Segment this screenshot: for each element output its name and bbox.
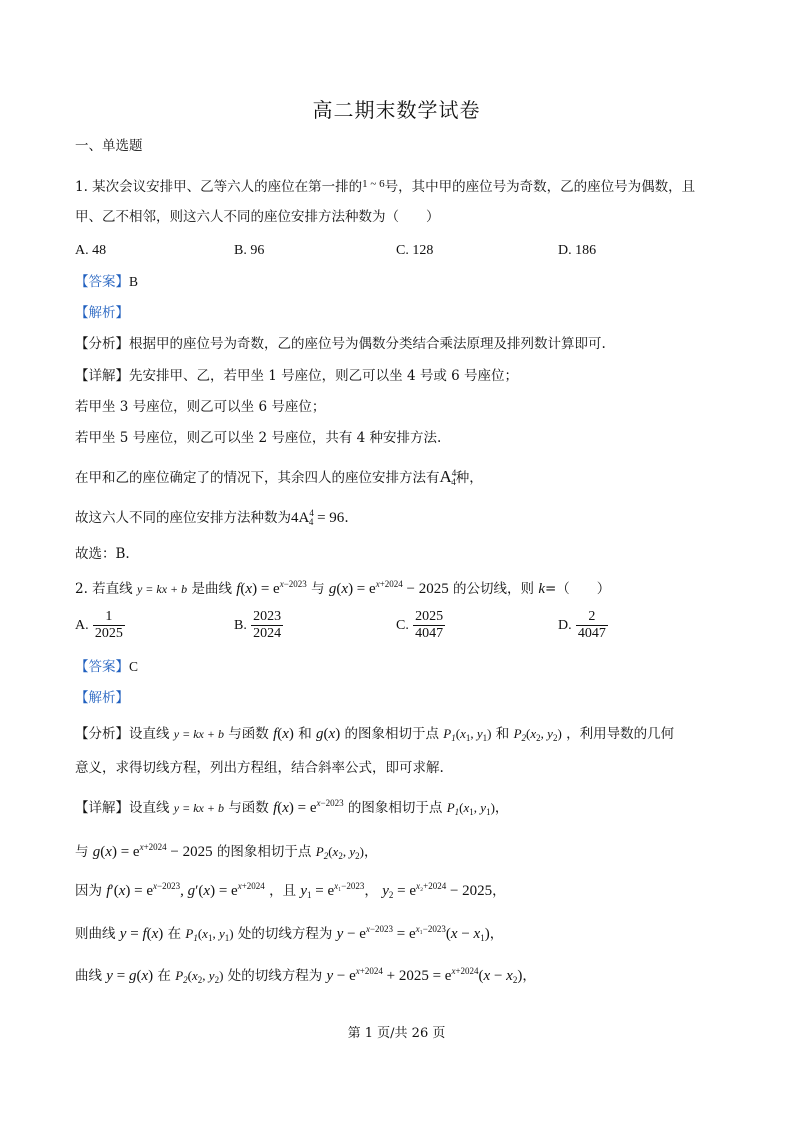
- q1-fenxi: 【分析】根据甲的座位号为奇数，乙的座位号为偶数分类结合乘法原理及排列数计算即可.: [75, 336, 606, 352]
- q2-option-c: C. $\frac{2025}{4047}$: [396, 609, 444, 641]
- q2-detail-line2: 与 $g(x) = e^{x+2024} - 2025$ 的图象相切于点 $P_2(x_2$, $y_2$)，: [75, 842, 378, 861]
- permutation-a44: $A^4_4$: [439, 467, 457, 487]
- q1-option-d: D. 186: [558, 243, 597, 258]
- q1-detail-line1: 【详解】先安排甲、乙，若甲坐 1 号座位，则乙可以坐 4 号或 6 号座位；: [75, 368, 519, 384]
- page-title: 高二期末数学试卷: [312, 98, 481, 122]
- q2-answer: 【答案】C: [75, 659, 139, 675]
- q1-detail-line4: 在甲和乙的座位确定了的情况下，其余四人的座位安排方法有$A^4_4$种，: [75, 467, 483, 487]
- q1-option-c: C. 128: [396, 243, 434, 258]
- q2-option-b: B. $\frac{2023}{2024}$: [234, 609, 282, 641]
- q2-option-b-fraction: $\frac{2023}{2024}$: [253, 609, 282, 641]
- section-heading: 一、单选题: [75, 138, 143, 154]
- q2-option-c-fraction: $\frac{2025}{4047}$: [415, 609, 444, 641]
- page-footer: 第 1 页/共 26 页: [347, 1026, 446, 1041]
- q2-detail-line3: 因为 $f'(x) = e^{x-2023}$, $g'(x) = e^{x+2024}$ ，且 $y_1 = e^{x_1-2023}$， $y_2 = e^{x_2+2024} - 2025$，: [75, 881, 506, 900]
- q1-analysis-tag: 【解析】: [75, 305, 129, 321]
- q2-analysis-tag: 【解析】: [75, 690, 129, 706]
- q1-detail-line5: 故这六人不同的座位安排方法种数为$4A^4_4 = 96$.: [75, 508, 349, 527]
- q2-stem: 2. 若直线 y = kx + b 是曲线 $f(x) = e^{x-2023}$ 与 $g(x) = e^{x+2024} - 2025$ 的公切线，则 k=（ ）: [75, 579, 611, 597]
- q2-option-d-fraction: $\frac{2}{4047}$: [577, 609, 606, 641]
- q2-detail-line5: 曲线 y = g(x) 在 $P_2(x_2$, $y_2$) 处的切线方程为 $y - e^{x+2024} + 2025 = e^{x+2024}(x - x_2)$，: [75, 966, 536, 985]
- q1-option-a: A. 48: [75, 243, 107, 258]
- q2-option-a-fraction: $\frac{1}{2025}$: [94, 609, 123, 641]
- q2-detail-line1: 【详解】设直线 y = kx + b 与函数 $f(x) = e^{x-2023}$ 的图象相切于点 $P_1(x_1$, $y_1$)，: [75, 798, 509, 817]
- q2-detail-line4: 则曲线 y = f(x) 在 $P_1(x_1$, $y_1$) 处的切线方程为 $y - e^{x-2023} = e^{x_1-2023}(x - x_1)$，: [75, 924, 504, 943]
- q1-stem-line2: 甲、乙不相邻，则这六人不同的座位安排方法种数为（ ）: [75, 209, 440, 225]
- q2-option-d: D. $\frac{2}{4047}$: [558, 609, 606, 641]
- q2-fenxi-line1: 【分析】设直线 y = kx + b 与函数 f(x) 和 g(x) 的图象相切于点 $P_1(x_1$, $y_1$) 和 $P_2(x_2$, $y_2$) ，利用导数的几何: [75, 726, 675, 743]
- q1-conclusion: 故选：B.: [75, 546, 130, 562]
- q1-detail-line2: 若甲坐 3 号座位，则乙可以坐 6 号座位；: [75, 399, 326, 415]
- q1-detail-line3: 若甲坐 5 号座位，则乙可以坐 2 号座位，共有 4 种安排方法.: [75, 430, 442, 446]
- q1-option-b: B. 96: [234, 243, 265, 258]
- q1-answer: 【答案】B: [75, 274, 139, 290]
- q1-stem-line1: 1. 某次会议安排甲、乙等六人的座位在第一排的$^{1 \sim 6}$号，其中甲的座位号为奇数，乙的座位号为偶数，且: [75, 178, 696, 195]
- q2-option-a: A. $\frac{1}{2025}$: [75, 609, 123, 641]
- q2-fenxi-line2: 意义，求得切线方程，列出方程组，结合斜率公式，即可求解.: [75, 760, 444, 776]
